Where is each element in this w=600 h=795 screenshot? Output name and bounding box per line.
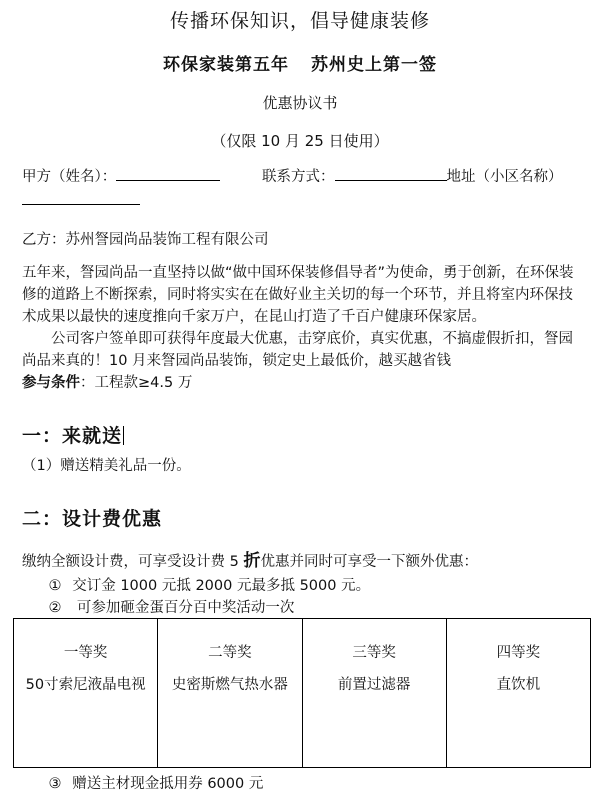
prize-cell-3 [302,619,446,768]
intro-paragraph-2: 公司客户签单即可获得年度最大优惠，击穿底价，真实优惠，不搞虚假折扣，詧园尚品来真的！10 月来詧园尚品装饰，锁定史上最低价，越买越省钱 [22,331,573,369]
validity-note: （仅限 10 月 25 日使用） [211,132,389,150]
intro-block [22,262,582,394]
prize-name: 直饮机 [496,677,541,693]
address-label: 地址（小区名称） [446,169,563,185]
slogan: 传播环保知识，倡导健康装修 [169,10,430,32]
section-2-item-2: ② 可参加砸金蛋百分百中奖活动一次 [48,600,295,616]
prize-tier: 二等奖 [208,645,252,661]
prize-name: 50寸索尼液晶电视 [25,677,146,693]
party-a-row [22,165,220,186]
section-2-item-3: ③ 赠送主材现金抵用券 6000 元 [48,776,264,792]
party-a-name-blank [116,166,220,181]
section-2-item-1: ① 交订金 1000 元抵 2000 元最多抵 5000 元。 [48,578,371,594]
party-b: 乙方：苏州詧园尚品装饰工程有限公司 [22,232,269,248]
headline-right: 苏州史上第一签 [311,55,437,75]
intro-paragraph-1: 五年来，詧园尚品一直坚持以做“做中国环保装修倡导者”为使命，勇于创新，在环保装修的道路上不断探索，同时将实实在在做好业主关切的每一个环节，并且将室内环保技术成果以最快的速度推向千家万户，在昆山打造了千百户健康环保家居。 [22,265,574,325]
prize-table-row [14,619,591,768]
address-blank [22,190,140,205]
circled-number-1: ① [48,578,62,594]
document-title: 优惠协议书 [262,94,338,112]
text-cursor [123,426,124,445]
condition-value: ：工程款≥4.5 万 [80,375,193,391]
prize-name: 史密斯燃气热水器 [171,677,288,693]
discount-emphasis: 折 [243,551,261,571]
prize-tier: 四等奖 [496,645,541,661]
prize-table [13,618,591,768]
section-2-description: 缴纳全额设计费，可享受设计费 5 折优惠并同时可享受一下额外优惠： [22,551,478,571]
circled-number-3: ③ [48,776,62,792]
party-a-name-label: 甲方（姓名）： [22,169,117,185]
prize-name: 前置过滤器 [337,677,411,693]
prize-cell-2 [158,619,302,768]
headline [0,50,600,75]
prize-cell-4 [446,619,590,768]
prize-cell-1 [14,619,158,768]
contact-blank [335,166,447,181]
contact-label: 联系方式： [262,169,335,185]
section-2-title: 二：设计费优惠 [22,508,163,530]
section-1-title: 一：来就送 [22,425,123,447]
circled-number-2: ② [48,600,62,616]
address-blank-row [22,190,140,209]
headline-left: 环保家装第五年 [163,55,289,75]
condition-label: 参与条件 [22,375,80,391]
section-1-item-1: （1）赠送精美礼品一份。 [22,458,191,474]
prize-tier: 三等奖 [352,645,396,661]
prize-tier: 一等奖 [63,645,108,661]
contact-row [262,165,563,186]
participation-condition [22,372,582,394]
